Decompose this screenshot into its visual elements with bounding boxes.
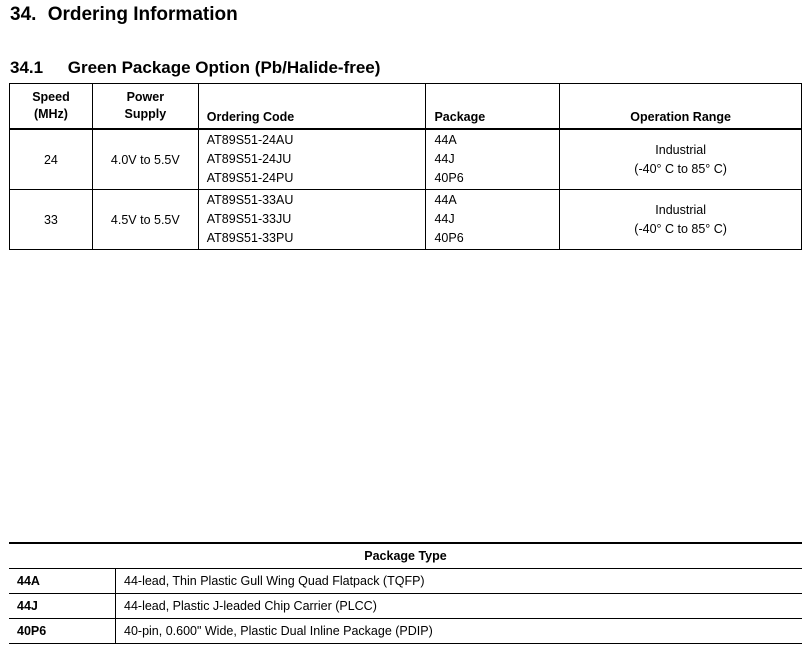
- package-code: 44J: [434, 152, 455, 166]
- ordering-table: [9, 83, 802, 250]
- subsection-title: Green Package Option (Pb/Halide-free): [67, 58, 381, 77]
- speed-header-line1: Speed: [32, 90, 70, 104]
- package-code: 40P6: [434, 231, 464, 245]
- section-number: 34.: [10, 4, 37, 25]
- range-temperature: (-40° C to 85° C): [634, 221, 727, 236]
- ordering-code: AT89S51-24AU: [206, 133, 294, 147]
- ordering-code-header: Ordering Code: [198, 84, 426, 130]
- table-row: [10, 190, 802, 250]
- package-code: 44A: [434, 193, 457, 207]
- package-cell: [426, 129, 560, 190]
- speed-header: [10, 84, 93, 130]
- range-temperature: (-40° C to 85° C): [634, 161, 727, 176]
- package-code: 44A: [434, 133, 457, 147]
- ordering-code: AT89S51-24JU: [206, 152, 292, 166]
- package-header: Package: [426, 84, 560, 130]
- power-supply-cell: 4.0V to 5.5V: [92, 129, 198, 190]
- operation-range-header: Operation Range: [560, 84, 802, 130]
- subsection-number: 34.1: [10, 58, 44, 77]
- table-row: [9, 569, 802, 594]
- section-heading: [10, 4, 238, 26]
- table-row: [9, 594, 802, 619]
- range-label: Industrial: [655, 202, 706, 217]
- ordering-code-cell: [198, 129, 426, 190]
- power-supply-cell: 4.5V to 5.5V: [92, 190, 198, 250]
- package-code: 44J: [434, 212, 455, 226]
- ordering-code: AT89S51-24PU: [206, 171, 294, 185]
- ordering-code: AT89S51-33JU: [206, 212, 292, 226]
- package-type-header: Package Type: [9, 543, 802, 569]
- power-supply-header: [92, 84, 198, 130]
- package-type-header-row: [9, 543, 802, 569]
- ordering-table-header: [10, 84, 802, 130]
- package-code-cell: 44A: [9, 569, 116, 594]
- operation-range-cell: [560, 129, 802, 190]
- package-type-table: [9, 542, 802, 644]
- subsection-heading: [10, 58, 380, 78]
- package-description-cell: 44-lead, Plastic J-leaded Chip Carrier (PLCC): [116, 594, 803, 619]
- speed-cell: 33: [10, 190, 93, 250]
- package-code: 40P6: [434, 171, 464, 185]
- power-header-line1: Power: [126, 90, 165, 104]
- speed-header-line2: (MHz): [33, 107, 68, 121]
- operation-range-cell: [560, 190, 802, 250]
- package-code-cell: 44J: [9, 594, 116, 619]
- range-label: Industrial: [655, 142, 706, 157]
- power-header-line2: Supply: [124, 107, 167, 121]
- table-row: [10, 129, 802, 190]
- section-title: Ordering Information: [47, 4, 238, 25]
- speed-cell: 24: [10, 129, 93, 190]
- table-row: [9, 619, 802, 644]
- package-cell: [426, 190, 560, 250]
- ordering-code: AT89S51-33PU: [206, 231, 294, 245]
- ordering-code-cell: [198, 190, 426, 250]
- ordering-code: AT89S51-33AU: [206, 193, 294, 207]
- package-description-cell: 40-pin, 0.600" Wide, Plastic Dual Inline Package (PDIP): [116, 619, 803, 644]
- package-description-cell: 44-lead, Thin Plastic Gull Wing Quad Flatpack (TQFP): [116, 569, 803, 594]
- package-code-cell: 40P6: [9, 619, 116, 644]
